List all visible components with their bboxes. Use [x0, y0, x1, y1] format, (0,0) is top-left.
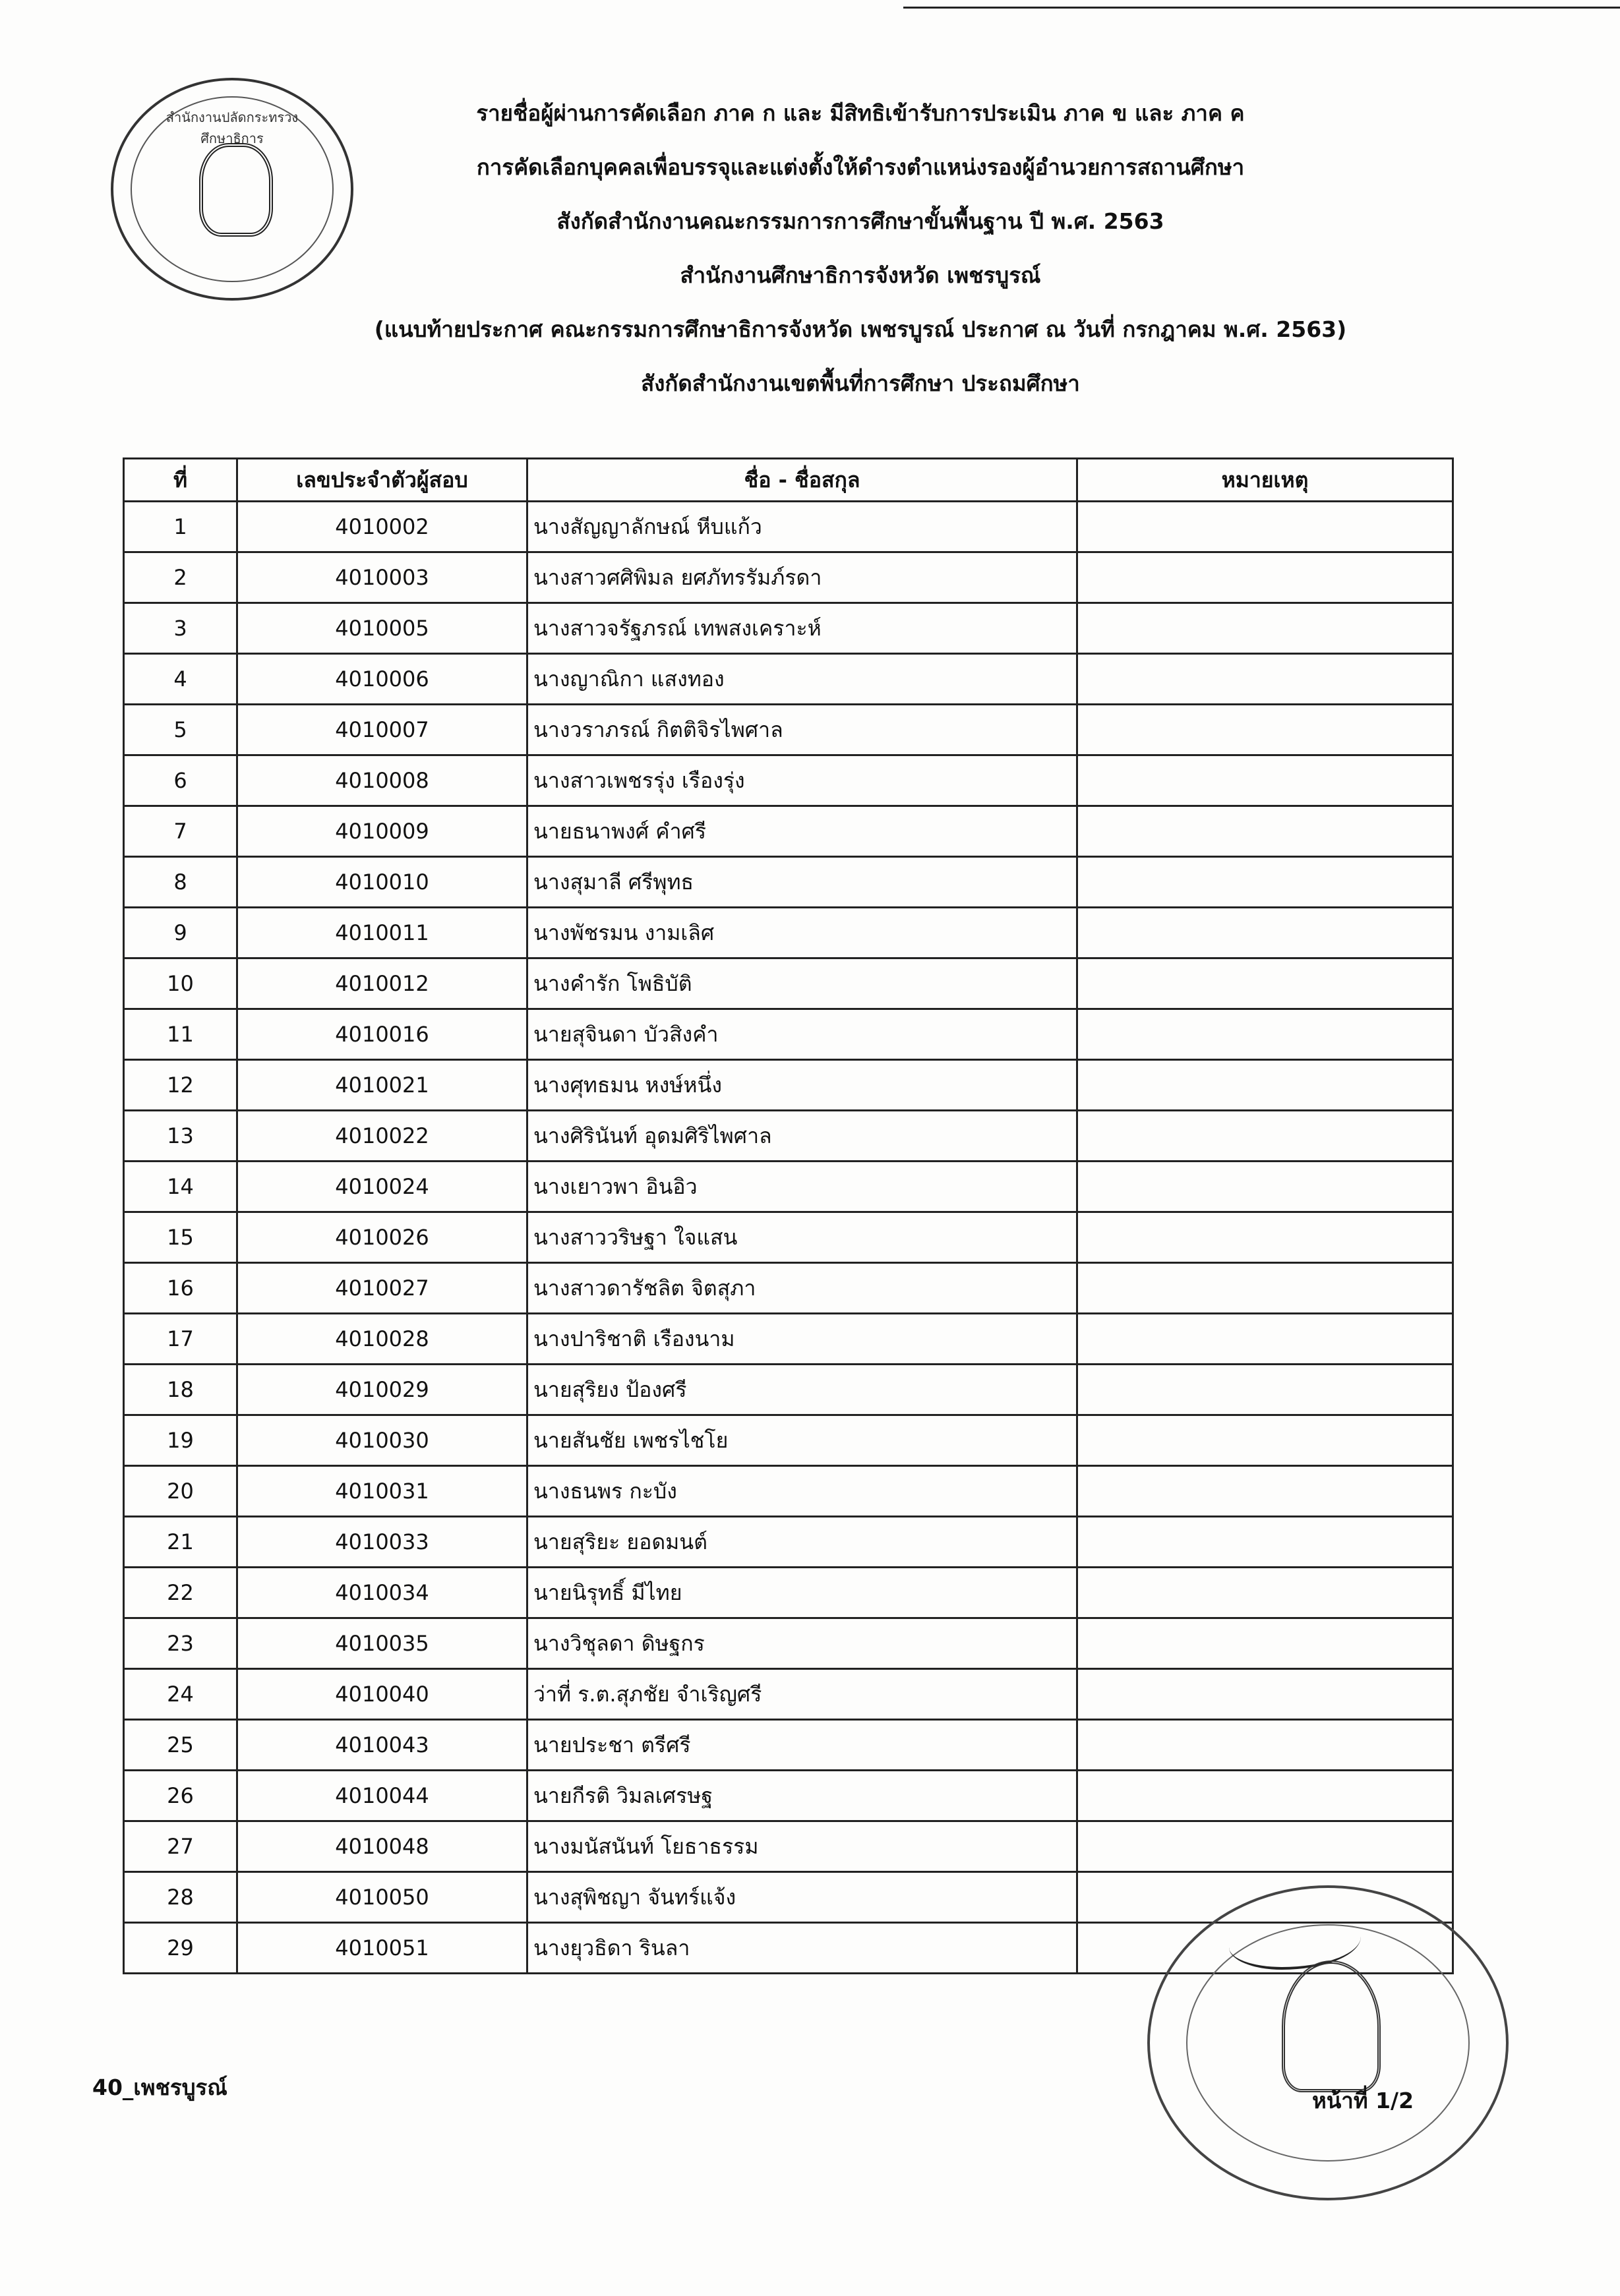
- row-number: 2: [124, 552, 237, 603]
- row-number: 15: [124, 1212, 237, 1263]
- table-row: [124, 1415, 1453, 1466]
- row-full-name: นางมนัสนันท์ โยธาธรรม: [527, 1821, 1077, 1872]
- row-exam-id: 4010005: [237, 603, 527, 654]
- page-number: หน้าที่ 1/2: [1312, 2088, 1414, 2113]
- row-remark: [1077, 908, 1453, 958]
- row-full-name: นางสุพิชญา จันทร์แจ้ง: [527, 1872, 1077, 1923]
- row-exam-id: 4010002: [237, 502, 527, 552]
- row-remark: [1077, 1111, 1453, 1162]
- row-full-name: นางสาววริษฐา ใจแสน: [527, 1212, 1077, 1263]
- row-full-name: นางยุวธิดา รินลา: [527, 1923, 1077, 1974]
- row-full-name: นายประชา ตรีศรี: [527, 1720, 1077, 1771]
- row-remark: [1077, 1263, 1453, 1314]
- row-number: 6: [124, 755, 237, 806]
- row-number: 24: [124, 1669, 237, 1720]
- row-remark: [1077, 654, 1453, 705]
- table-row: [124, 1771, 1453, 1821]
- row-exam-id: 4010022: [237, 1111, 527, 1162]
- row-exam-id: 4010050: [237, 1872, 527, 1923]
- row-full-name: นางคำรัก โพธิบัติ: [527, 958, 1077, 1009]
- row-full-name: ว่าที่ ร.ต.สุภชัย จำเริญศรี: [527, 1669, 1077, 1720]
- table-row: [124, 654, 1453, 705]
- row-exam-id: 4010043: [237, 1720, 527, 1771]
- row-full-name: นายนิรุทธิ์ มีไทย: [527, 1568, 1077, 1618]
- table-row: [124, 857, 1453, 908]
- row-number: 20: [124, 1466, 237, 1517]
- table-row: [124, 603, 1453, 654]
- row-number: 12: [124, 1060, 237, 1111]
- row-full-name: นางธนพร กะบัง: [527, 1466, 1077, 1517]
- table-row: [124, 1314, 1453, 1365]
- row-number: 1: [124, 502, 237, 552]
- row-exam-id: 4010021: [237, 1060, 527, 1111]
- seal-text: สำนักงานปลัดกระทรวงศึกษาธิการ: [165, 109, 299, 146]
- row-number: 28: [124, 1872, 237, 1923]
- row-remark: [1077, 502, 1453, 552]
- row-full-name: นางวราภรณ์ กิตติจิรไพศาล: [527, 705, 1077, 755]
- row-remark: [1077, 1162, 1453, 1212]
- table-row: [124, 502, 1453, 552]
- row-full-name: นางวิชุลดา ดิษฐกร: [527, 1618, 1077, 1669]
- header-line-2: การคัดเลือกบุคคลเพื่อบรรจุและแต่งตั้งให้ดำรงตำแหน่งรองผู้อำนวยการสถานศึกษา: [476, 154, 1245, 180]
- row-exam-id: 4010008: [237, 755, 527, 806]
- table-row: [124, 1162, 1453, 1212]
- row-exam-id: 4010026: [237, 1212, 527, 1263]
- row-remark: [1077, 552, 1453, 603]
- row-number: 5: [124, 705, 237, 755]
- row-full-name: นางปาริชาติ เรืองนาม: [527, 1314, 1077, 1365]
- row-number: 9: [124, 908, 237, 958]
- row-exam-id: 4010007: [237, 705, 527, 755]
- row-remark: [1077, 603, 1453, 654]
- official-stamp: [1147, 1885, 1509, 2200]
- row-exam-id: 4010003: [237, 552, 527, 603]
- row-number: 14: [124, 1162, 237, 1212]
- row-exam-id: 4010048: [237, 1821, 527, 1872]
- row-remark: [1077, 1720, 1453, 1771]
- row-number: 8: [124, 857, 237, 908]
- row-exam-id: 4010024: [237, 1162, 527, 1212]
- row-remark: [1077, 1821, 1453, 1872]
- table-row: [124, 705, 1453, 755]
- row-number: 3: [124, 603, 237, 654]
- row-full-name: นางสุมาลี ศรีพุทธ: [527, 857, 1077, 908]
- table-row: [124, 1009, 1453, 1060]
- table-row: [124, 1466, 1453, 1517]
- table-row: [124, 1263, 1453, 1314]
- row-number: 25: [124, 1720, 237, 1771]
- row-exam-id: 4010031: [237, 1466, 527, 1517]
- header-no: ที่: [124, 459, 237, 502]
- row-full-name: นางสาวศศิพิมล ยศภัทรรัมภ์รดา: [527, 552, 1077, 603]
- table-row: [124, 1212, 1453, 1263]
- row-full-name: นายสุริยง ป้องศรี: [527, 1365, 1077, 1415]
- table-header-row: [124, 459, 1453, 502]
- row-remark: [1077, 755, 1453, 806]
- header-line-1: รายชื่อผู้ผ่านการคัดเลือก ภาค ก และ มีสิทธิเข้ารับการประเมิน ภาค ข และ ภาค ค: [476, 100, 1245, 126]
- row-full-name: นายสันชัย เพชรไชโย: [527, 1415, 1077, 1466]
- row-full-name: นายสุริยะ ยอดมนต์: [527, 1517, 1077, 1568]
- row-exam-id: 4010011: [237, 908, 527, 958]
- row-remark: [1077, 1669, 1453, 1720]
- header-name: ชื่อ - ชื่อสกุล: [527, 459, 1077, 502]
- row-number: 19: [124, 1415, 237, 1466]
- table-row: [124, 1365, 1453, 1415]
- row-number: 18: [124, 1365, 237, 1415]
- row-full-name: นางญาณิกา แสงทอง: [527, 654, 1077, 705]
- file-label: 40_เพชรบูรณ์: [92, 2075, 227, 2100]
- header-id: เลขประจำตัวผู้สอบ: [237, 459, 527, 502]
- row-full-name: นางสาวจรัฐภรณ์ เทพสงเคราะห์: [527, 603, 1077, 654]
- row-exam-id: 4010029: [237, 1365, 527, 1415]
- row-exam-id: 4010035: [237, 1618, 527, 1669]
- row-exam-id: 4010033: [237, 1517, 527, 1568]
- row-full-name: นางเยาวพา อินอิว: [527, 1162, 1077, 1212]
- table-row: [124, 1618, 1453, 1669]
- row-full-name: นายกีรติ วิมลเศรษฐ: [527, 1771, 1077, 1821]
- row-full-name: นางสาวดารัชลิต จิตสุภา: [527, 1263, 1077, 1314]
- row-number: 23: [124, 1618, 237, 1669]
- row-full-name: นางศิรินันท์ อุดมศิริไพศาล: [527, 1111, 1077, 1162]
- header-line-6: สังกัดสำนักงานเขตพื้นที่การศึกษา ประถมศึกษา: [641, 370, 1080, 396]
- row-full-name: นางสาวเพชรรุ่ง เรืองรุ่ง: [527, 755, 1077, 806]
- row-remark: [1077, 1618, 1453, 1669]
- row-number: 11: [124, 1009, 237, 1060]
- row-exam-id: 4010012: [237, 958, 527, 1009]
- candidate-table: [123, 457, 1454, 1974]
- row-exam-id: 4010051: [237, 1923, 527, 1974]
- row-remark: [1077, 1009, 1453, 1060]
- table-row: [124, 1111, 1453, 1162]
- row-number: 27: [124, 1821, 237, 1872]
- garuda-emblem-icon: [1282, 1960, 1381, 2092]
- row-remark: [1077, 1314, 1453, 1365]
- row-number: 16: [124, 1263, 237, 1314]
- row-remark: [1077, 1060, 1453, 1111]
- row-exam-id: 4010044: [237, 1771, 527, 1821]
- row-exam-id: 4010027: [237, 1263, 527, 1314]
- header-remark: หมายเหตุ: [1077, 459, 1453, 502]
- row-number: 10: [124, 958, 237, 1009]
- row-remark: [1077, 1771, 1453, 1821]
- row-full-name: นางสัญญาลักษณ์ หีบแก้ว: [527, 502, 1077, 552]
- row-remark: [1077, 857, 1453, 908]
- row-exam-id: 4010016: [237, 1009, 527, 1060]
- row-remark: [1077, 705, 1453, 755]
- row-exam-id: 4010009: [237, 806, 527, 857]
- row-remark: [1077, 1568, 1453, 1618]
- row-exam-id: 4010030: [237, 1415, 527, 1466]
- table-row: [124, 1568, 1453, 1618]
- row-number: 22: [124, 1568, 237, 1618]
- row-remark: [1077, 806, 1453, 857]
- table-row: [124, 1720, 1453, 1771]
- row-remark: [1077, 958, 1453, 1009]
- table-row: [124, 1060, 1453, 1111]
- row-number: 29: [124, 1923, 237, 1974]
- header-line-4: สำนักงานศึกษาธิการจังหวัด เพชรบูรณ์: [680, 262, 1041, 288]
- top-border-line: [903, 7, 1620, 9]
- row-number: 17: [124, 1314, 237, 1365]
- row-number: 4: [124, 654, 237, 705]
- row-number: 7: [124, 806, 237, 857]
- header-line-5: (แนบท้ายประกาศ คณะกรรมการศึกษาธิการจังหวัด เพชรบูรณ์ ประกาศ ณ วันที่ กรกฎาคม พ.ศ. 2563): [374, 316, 1347, 342]
- row-exam-id: 4010010: [237, 857, 527, 908]
- row-full-name: นายธนาพงศ์ คำศรี: [527, 806, 1077, 857]
- document-header: [218, 99, 1503, 423]
- row-remark: [1077, 1517, 1453, 1568]
- row-full-name: นางศุทธมน หงษ์หนึ่ง: [527, 1060, 1077, 1111]
- row-full-name: นายสุจินดา บัวสิงคำ: [527, 1009, 1077, 1060]
- row-exam-id: 4010040: [237, 1669, 527, 1720]
- table-row: [124, 806, 1453, 857]
- header-line-3: สังกัดสำนักงานคณะกรรมการการศึกษาขั้นพื้นฐาน ปี พ.ศ. 2563: [556, 208, 1164, 234]
- row-number: 21: [124, 1517, 237, 1568]
- row-remark: [1077, 1466, 1453, 1517]
- row-remark: [1077, 1415, 1453, 1466]
- table-row: [124, 552, 1453, 603]
- row-full-name: นางพัชรมน งามเลิศ: [527, 908, 1077, 958]
- row-exam-id: 4010006: [237, 654, 527, 705]
- table-row: [124, 1517, 1453, 1568]
- row-exam-id: 4010028: [237, 1314, 527, 1365]
- row-remark: [1077, 1365, 1453, 1415]
- row-number: 13: [124, 1111, 237, 1162]
- row-number: 26: [124, 1771, 237, 1821]
- table-row: [124, 958, 1453, 1009]
- table-row: [124, 755, 1453, 806]
- table-row: [124, 1669, 1453, 1720]
- row-remark: [1077, 1212, 1453, 1263]
- row-exam-id: 4010034: [237, 1568, 527, 1618]
- table-row: [124, 908, 1453, 958]
- table-row: [124, 1821, 1453, 1872]
